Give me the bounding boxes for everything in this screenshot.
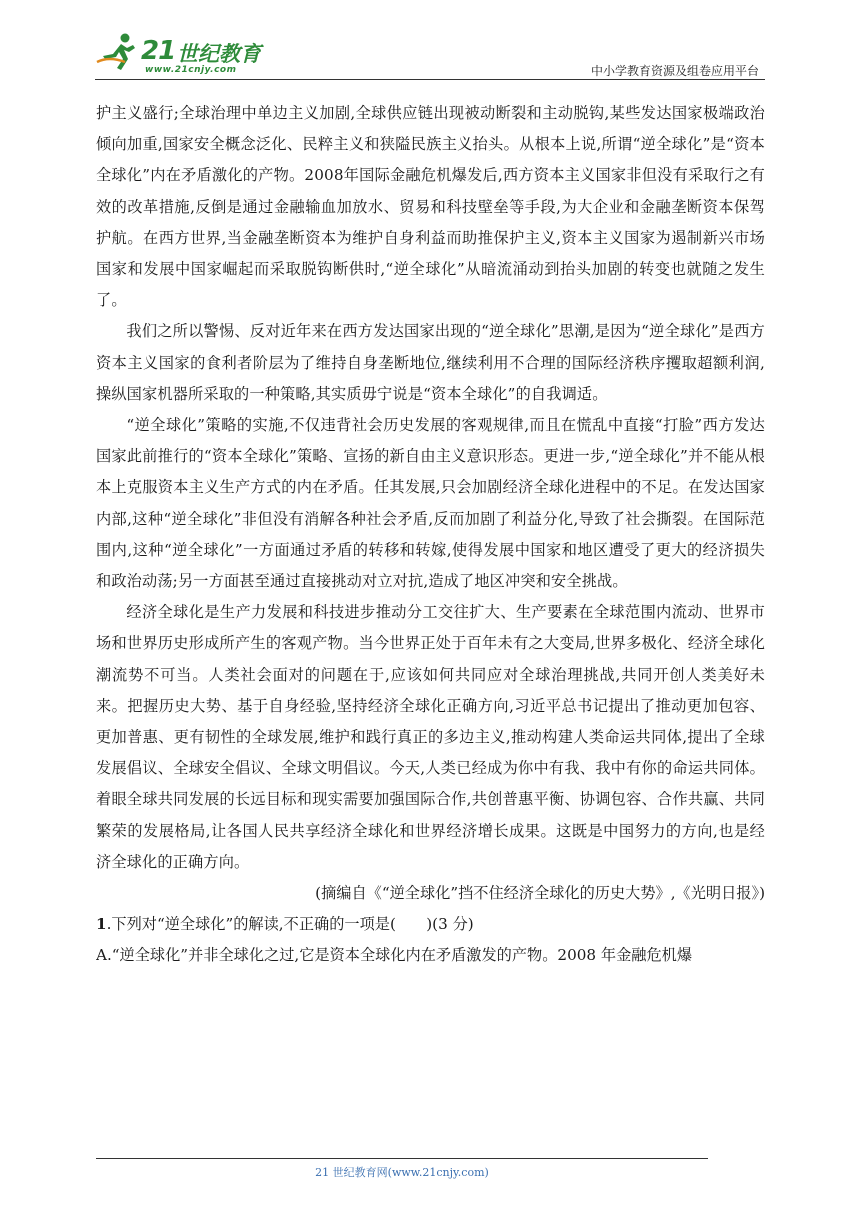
runner-logo-icon: [95, 32, 141, 72]
question-1: [96, 909, 765, 940]
article-paragraph-1: 护主义盛行;全球治理中单边主义加剧,全球供应链出现被动断裂和主动脱钩,某些发达国家极端政治倾向加重,国家安全概念泛化、民粹主义和狭隘民族主义抬头。从根本上说,所谓“逆全球化”是“资本全球化”内在矛盾激化的产物。2008年国际金融危机爆发后,西方资本主义国家非但没有采取行之有效的改革措施,反倒是通过金融输血加放水、贸易和科技壁垒等手段,为大企业和金融垄断资本保驾护航。在西方世界,当金融垄断资本为维护自身利益而助推保护主义,资本主义国家为遏制新兴市场国家和发展中国家崛起而采取脱钩断供时,“逆全球化”从暗流涌动到抬头加剧的转变也就随之发生了。: [96, 104, 765, 310]
question-text: .下列对“逆全球化”的解读,不正确的一项是( )(3 分): [106, 915, 474, 934]
logo-text: 世纪教育: [177, 42, 261, 66]
question-1-option-a: A.“逆全球化”并非全球化之过,它是资本全球化内在矛盾激发的产物。2008 年金融危机爆: [96, 946, 693, 965]
site-logo[interactable]: [95, 28, 265, 76]
page-header: [95, 28, 765, 80]
logo-url: www.21cnjy.com: [145, 65, 237, 75]
article-paragraph-4: 经济全球化是生产力发展和科技进步推动分工交往扩大、生产要素在全球范围内流动、世界市场和世界历史形成所产生的客观产物。当今世界正处于百年未有之大变局,世界多极化、经济全球化潮流势不可当。人类社会面对的问题在于,应该如何共同应对全球治理挑战,共同开创人类美好未来。把握历史大势、基于自身经验,坚持经济全球化正确方向,习近平总书记提出了推动更加包容、更加普惠、更有韧性的全球发展,维护和践行真正的多边主义,推动构建人类命运共同体,提出了全球发展倡议、全球安全倡议、全球文明倡议。今天,人类已经成为你中有我、我中有你的命运共同体。着眼全球共同发展的长远目标和现实需要加强国际合作,共创普惠平衡、协调包容、合作共赢、共同繁荣的发展格局,让各国人民共享经济全球化和世界经济增长成果。这既是中国努力的方向,也是经济全球化的正确方向。: [96, 603, 765, 871]
header-divider: [95, 79, 765, 80]
article-paragraph-2: 我们之所以警惕、反对近年来在西方发达国家出现的“逆全球化”思潮,是因为“逆全球化”是西方资本主义国家的食利者阶层为了维持自身垄断地位,继续利用不合理的国际经济秩序攫取超额利润,操纵国家机器所采取的一种策略,其实质毋宁说是“资本全球化”的自我调适。: [96, 322, 765, 403]
footer-divider: [96, 1158, 708, 1159]
question-number: 1: [96, 915, 107, 934]
article-paragraph-3: “逆全球化”策略的实施,不仅违背社会历史发展的客观规律,而且在慌乱中直接“打脸”西方发达国家此前推行的“资本全球化”策略、宣扬的新自由主义意识形态。更进一步,“逆全球化”并不能从根本上克服资本主义生产方式的内在矛盾。任其发展,只会加剧经济全球化进程中的不足。在发达国家内部,这种“逆全球化”非但没有消解各种社会矛盾,反而加剧了利益分化,导致了社会撕裂。在国际范围内,这种“逆全球化”一方面通过矛盾的转移和转嫁,使得发展中国家和地区遭受了更大的经济损失和政治动荡;另一方面甚至通过直接挑动对立对抗,造成了地区冲突和安全挑战。: [96, 416, 765, 591]
logo-number: 21: [141, 36, 176, 66]
platform-title: 中小学教育资源及组卷应用平台: [590, 64, 759, 78]
footer-link[interactable]: 21 世纪教育网(www.21cnjy.com): [315, 1166, 489, 1179]
article-source: (摘编自《“逆全球化”挡不住经济全球化的历史大势》,《光明日报》): [315, 884, 765, 903]
article-body: [96, 98, 765, 972]
